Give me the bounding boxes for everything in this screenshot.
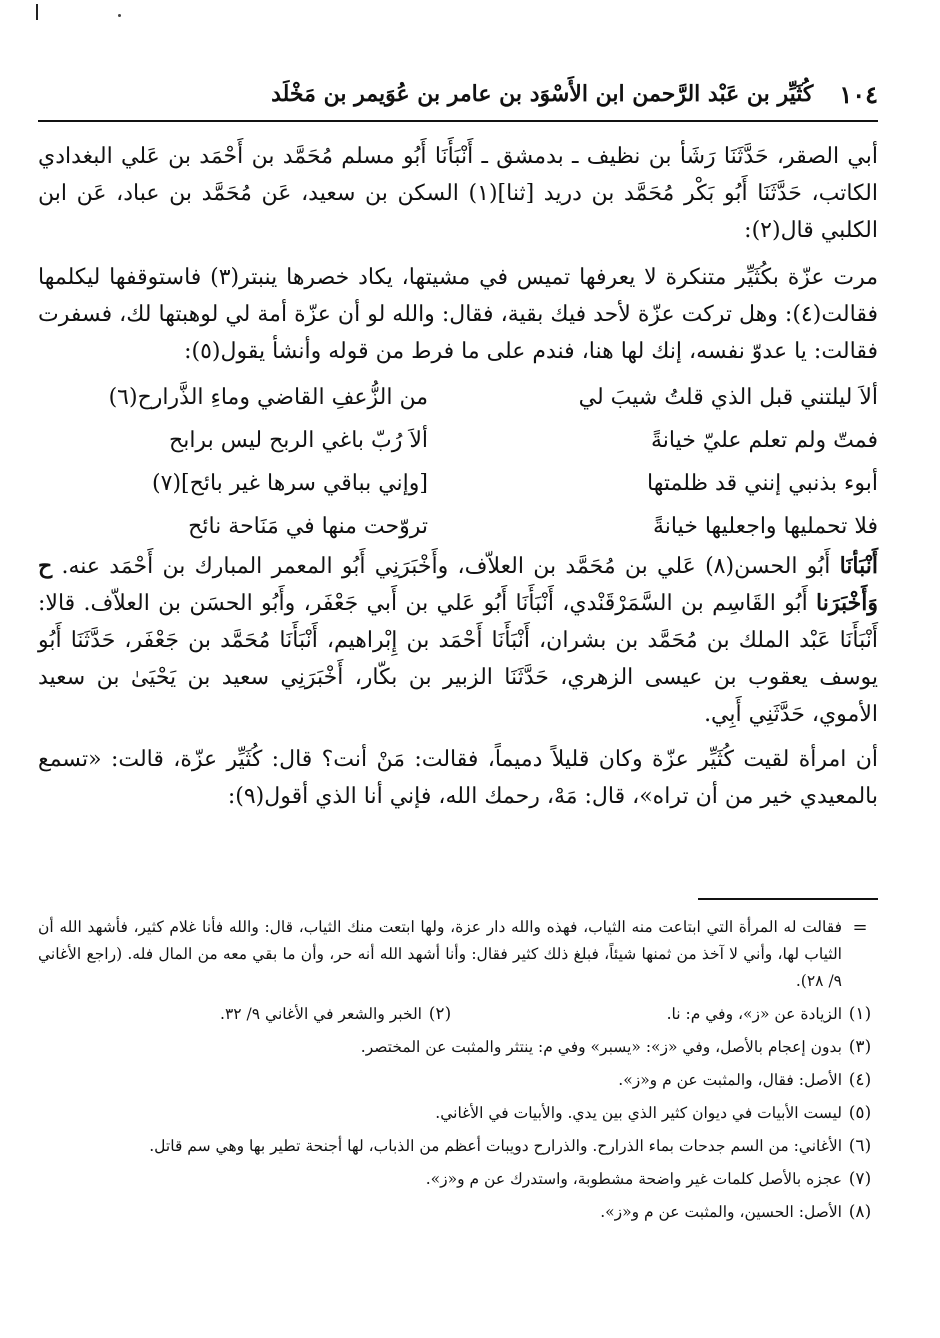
verse-second-hemistich: ألاَ رُبّ باغي الربح ليس برابح: [169, 428, 428, 453]
verse-first-hemistich: ألاَ ليلتني قبل الذي قلتُ شيبَ لي: [578, 385, 878, 410]
footnote-number: (٦): [848, 1136, 872, 1156]
verse-first-hemistich: أبوء بذنبي إنني قد ظلمتها: [647, 471, 878, 496]
main-text: [38, 138, 878, 815]
scan-mark: [36, 4, 38, 20]
poem: [38, 376, 878, 548]
footnote: [38, 1034, 878, 1061]
footnotes: [38, 914, 878, 1226]
footnote-text: الأصل: فقال، والمثبت عن م و«ز».: [618, 1071, 842, 1089]
paragraph-anecdote: أن امرأة لقيت كُثَيِّر عزّة وكان قليلاً دميماً، فقالت: مَنْ أنت؟ قال: كُثَيِّر عزّة، قالت: «تسمع بالمعيدي خير من أن تراه»، قال: مَهْ، رحمك الله، فإني أنا الذي أقول(٩):: [38, 747, 878, 809]
page-header: [38, 72, 878, 116]
verse-line: [38, 505, 878, 548]
header-rule: [38, 120, 878, 122]
verse-line: [38, 419, 878, 462]
footnote: [38, 1199, 878, 1226]
footnote-text: فقالت له المرأة التي ابتاعت منه الثياب، فهذه والله دار عزة، ولها ابتعت منك الثياب، قال: والله فأنا غلام كثير، فأشهد الله أن الثياب لها، وأني لا آخذ من ثمنها شيئاً، فبلغ ذلك كثير فقال: وأنا أشهد الله أنه حر، وأن ما بقي معه من المال فله. (راجع الأغاني ٩/ ٢٨).: [38, 918, 842, 990]
footnote: [458, 1001, 878, 1028]
footnote-text: بدون إعجام بالأصل، وفي «ز»: «يسبر» وفي م: ينتثر والمثبت عن المختصر.: [360, 1038, 842, 1056]
footnote: [38, 1133, 878, 1160]
verse-second-hemistich: من الزُّعفِ القاضي وماءِ الذَّرارح(٦): [108, 385, 428, 410]
footnote-number: (٣): [848, 1037, 872, 1057]
narration-keyword: أَنْبَأنَا: [839, 553, 878, 579]
footnote-number: (٨): [848, 1202, 872, 1222]
transition-mark: ح: [38, 553, 53, 579]
footnote-text: الأغاني: من السم جدحات بماء الذرارح. والذرارح دويبات أعظم من الذباب، لها أجنحة تطير بها وهي سم قاتل.: [149, 1137, 842, 1155]
scan-dot: [118, 14, 121, 17]
verse-second-hemistich: تروّحت منها في مَنَاحة نائح: [188, 514, 428, 539]
footnote-number: (٥): [848, 1103, 872, 1123]
footnote-continuation: [38, 914, 878, 995]
page-number: ١٠٤: [839, 79, 878, 109]
footnote-text: الأصل: الحسين، والمثبت عن م و«ز».: [600, 1203, 842, 1221]
verse-line: [38, 462, 878, 505]
verse-first-hemistich: فمتّ ولم تعلم عليّ خيانةً: [650, 428, 878, 453]
footnote: [38, 1067, 878, 1094]
verse-line: [38, 376, 878, 419]
paragraph-chain: [38, 548, 878, 733]
footnote-text: ليست الأبيات في ديوان كثير الذي بين يدي. والأبيات في الأغاني.: [435, 1104, 842, 1122]
footnote-rule: [698, 898, 878, 900]
footnote-text: عجزه بالأصل كلمات غير واضحة مشطوبة، واستدرك عن م و«ز».: [425, 1170, 842, 1188]
chain-text: أَبُو الحسن(٨) عَلي بن مُحَمَّد بن العلاّف، وأَخْبَرَنِي أَبُو المعمر المبارك بن أَحْمَد عنه.: [52, 554, 840, 579]
footnote-number: (٤): [848, 1070, 872, 1090]
narration-keyword: وَأَخْبَرَنا: [816, 590, 878, 616]
paragraph-isnad: أبي الصقر، حَدَّثَنَا رَشَأ بن نظيف ـ بدمشق ـ أَنْبَأَنَا أَبُو مسلم مُحَمَّد بن أَحْمَد بن عَلي البغدادي الكاتب، حَدَّثَنَا أَبُو بَكْر مُحَمَّد بن دريد [ثنا](١) السكن بن سعيد، عَن مُحَمَّد بن عباد، عَن ابن الكلبي قال(٢):: [38, 144, 878, 243]
footnote-pair: [38, 1001, 878, 1028]
footnote-number: (٢): [428, 1004, 452, 1024]
chain-text: أَبُو القَاسِم بن السَّمَرْقَنْدي، أَنْبَأَنَا أَبُو عَلي بن أَبي جَعْفَر، وأَبُو الحسَن بن العلاّف. قالا: أَنْبَأَنَا عَبْد الملك بن مُحَمَّد بن بشران، أَنْبَأَنَا أَحْمَد بن إِبْراهيم، أَنْبَأَنَا مُحَمَّد بن جَعْفَر، حَدَّثَنَا أَبُو يوسف يعقوب بن عيسى الزهري، حَدَّثَنَا الزبير بن بكّار، أَخْبَرَنِي سعيد بن يَحْيَىٰ بن سعيد الأموي، حَدَّثَنِي أَبِي.: [38, 591, 878, 727]
paragraph-story: مرت عزّة بكُثَيِّر متنكرة لا يعرفها تميس في مشيتها، يكاد خصرها ينبتر(٣) فاستوقفها ليكلمها فقالت(٤): وهل تركت عزّة لأحد فيك بقية، فقال: والله لو أن عزّة أمة لي لوهبتها لك، فسفرت فقالت: يا عدوّ نفسه، إنك لها هنا، فندم على ما فرط من قوله وأنشأ يقول(٥):: [38, 265, 878, 364]
footnote: [38, 1166, 878, 1193]
running-title: كُثَيِّر بن عَبْد الرَّحمن ابن الأَسْوَد بن عامر بن عُوَيمر بن مَخْلَد: [271, 81, 814, 107]
verse-first-hemistich: فلا تحمليها واجعليها خيانةً: [652, 514, 878, 539]
footnote: [38, 1001, 458, 1028]
footnote-number: (١): [848, 1004, 872, 1024]
footnote-text: الخبر والشعر في الأغاني ٩/ ٣٢.: [220, 1005, 422, 1023]
verse-second-hemistich: [وإني بباقي سرها غير بائح](٧): [152, 471, 428, 496]
continuation-mark: =: [852, 917, 868, 938]
footnote-text: الزيادة عن «ز»، وفي م: نا.: [666, 1005, 842, 1023]
footnote-number: (٧): [848, 1169, 872, 1189]
footnote: [38, 1100, 878, 1127]
